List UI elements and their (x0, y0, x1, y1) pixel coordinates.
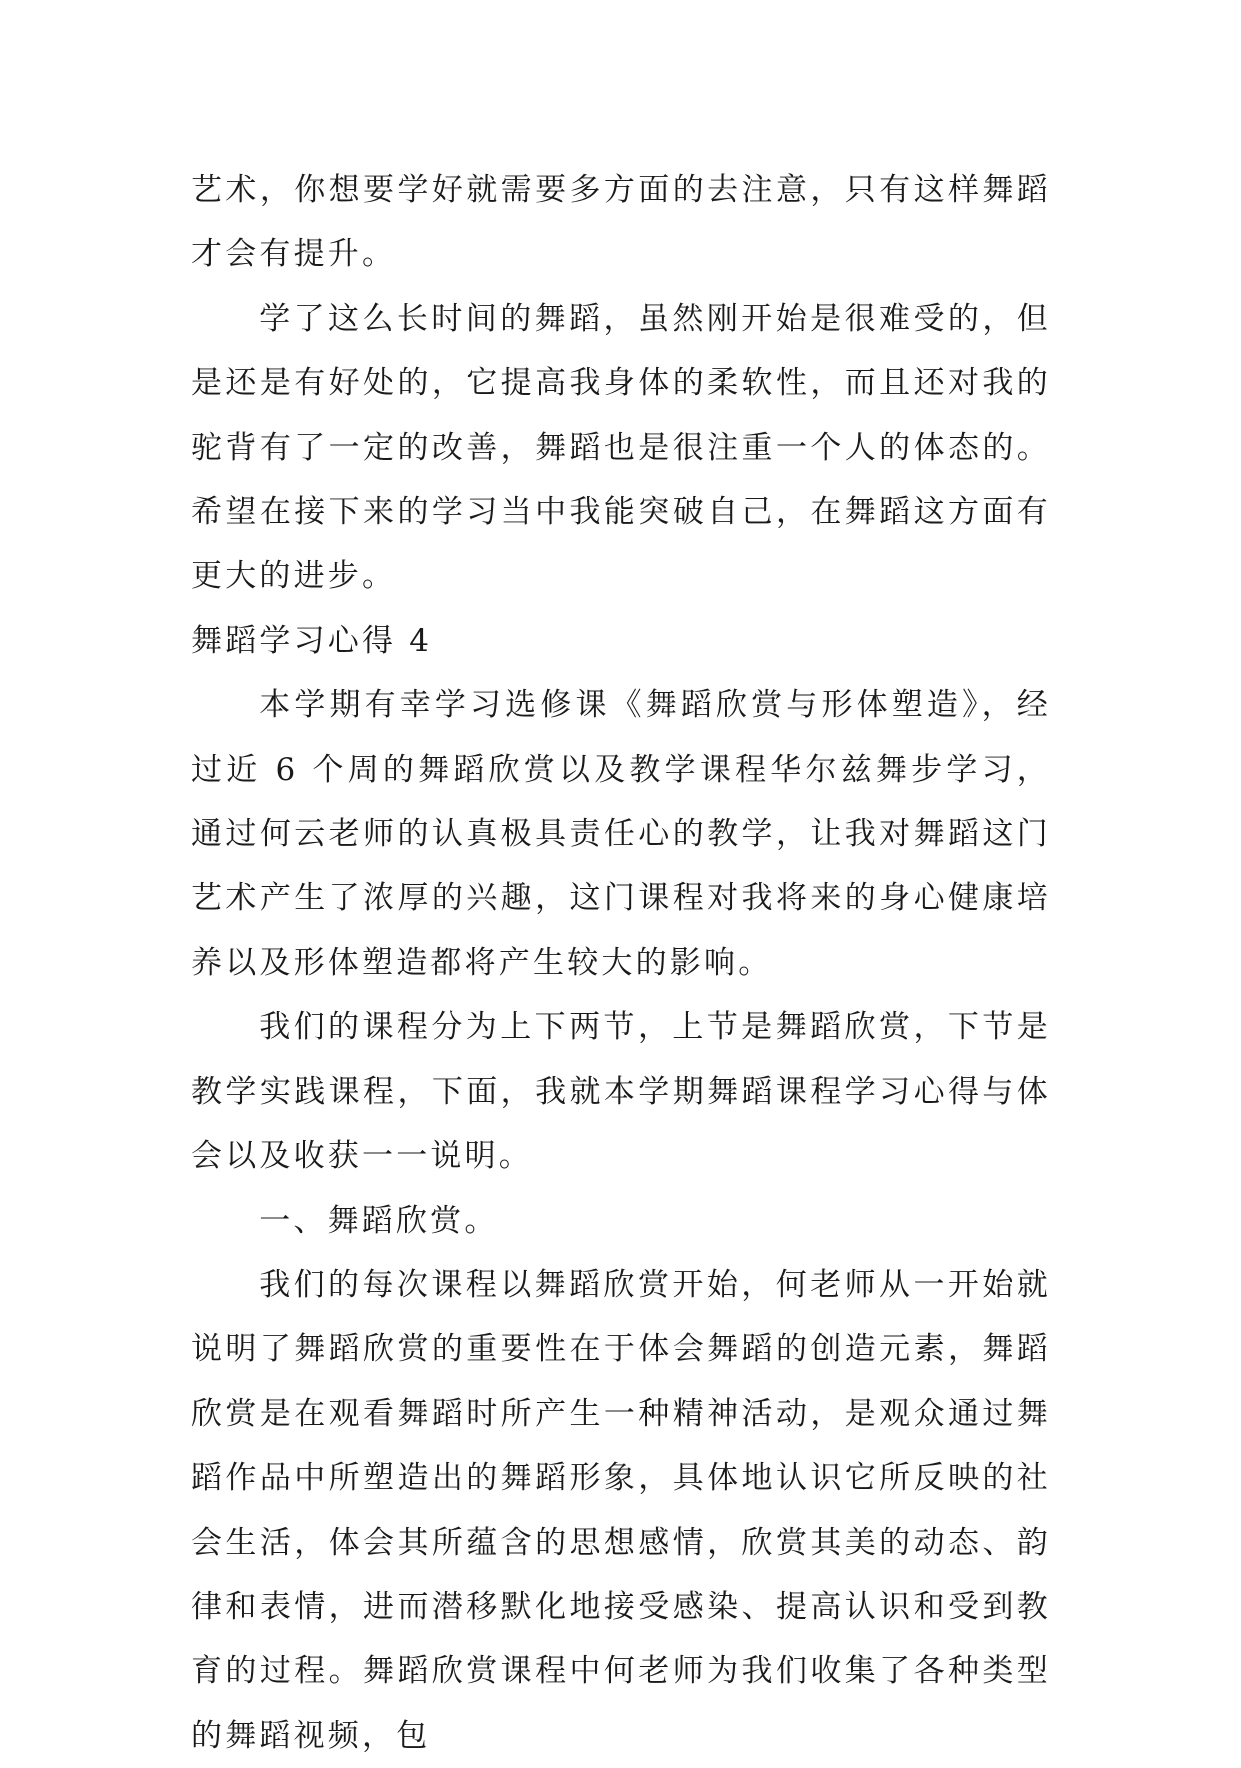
paragraph-dance-benefits: 学了这么长时间的舞蹈，虽然刚开始是很难受的，但是还是有好处的，它提高我身体的柔软性，而且还对我的驼背有了一定的改善，舞蹈也是很注重一个人的体态的。希望在接下来的学习当中我能突破自己，在舞蹈这方面有更大的进步。 (191, 300, 1051, 595)
section-heading: 舞蹈学习心得 4 (191, 622, 433, 659)
paragraph-appreciation-detail: 我们的每次课程以舞蹈欣赏开始，何老师从一开始就说明了舞蹈欣赏的重要性在于体会舞蹈的创造元素，舞蹈欣赏是在观看舞蹈时所产生一种精神活动，是观众通过舞蹈作品中所塑造出的舞蹈形象，具体地认识它所反映的社会生活，体会其所蕴含的思想感情，欣赏其美的动态、韵律和表情，进而潜移默化地接受感染、提高认识和受到教育的过程。舞蹈欣赏课程中何老师为我们收集了各种类型的舞蹈视频，包 (191, 1266, 1051, 1754)
document-body (191, 158, 1051, 1768)
paragraph-course-structure: 我们的课程分为上下两节，上节是舞蹈欣赏，下节是教学实践课程，下面，我就本学期舞蹈课程学习心得与体会以及收获一一说明。 (191, 1009, 1051, 1175)
paragraph-subheading-appreciation: 一、舞蹈欣赏。 (259, 1202, 499, 1239)
paragraph-course-intro: 本学期有幸学习选修课《舞蹈欣赏与形体塑造》，经过近 6 个周的舞蹈欣赏以及教学课程华尔兹舞步学习，通过何云老师的认真极具责任心的教学，让我对舞蹈这门艺术产生了浓厚的兴趣，这门课程对我将来的身心健康培养以及形体塑造都将产生较大的影响。 (191, 687, 1051, 981)
paragraph-continuation: 艺术，你想要学好就需要多方面的去注意，只有这样舞蹈才会有提升。 (191, 172, 1051, 273)
